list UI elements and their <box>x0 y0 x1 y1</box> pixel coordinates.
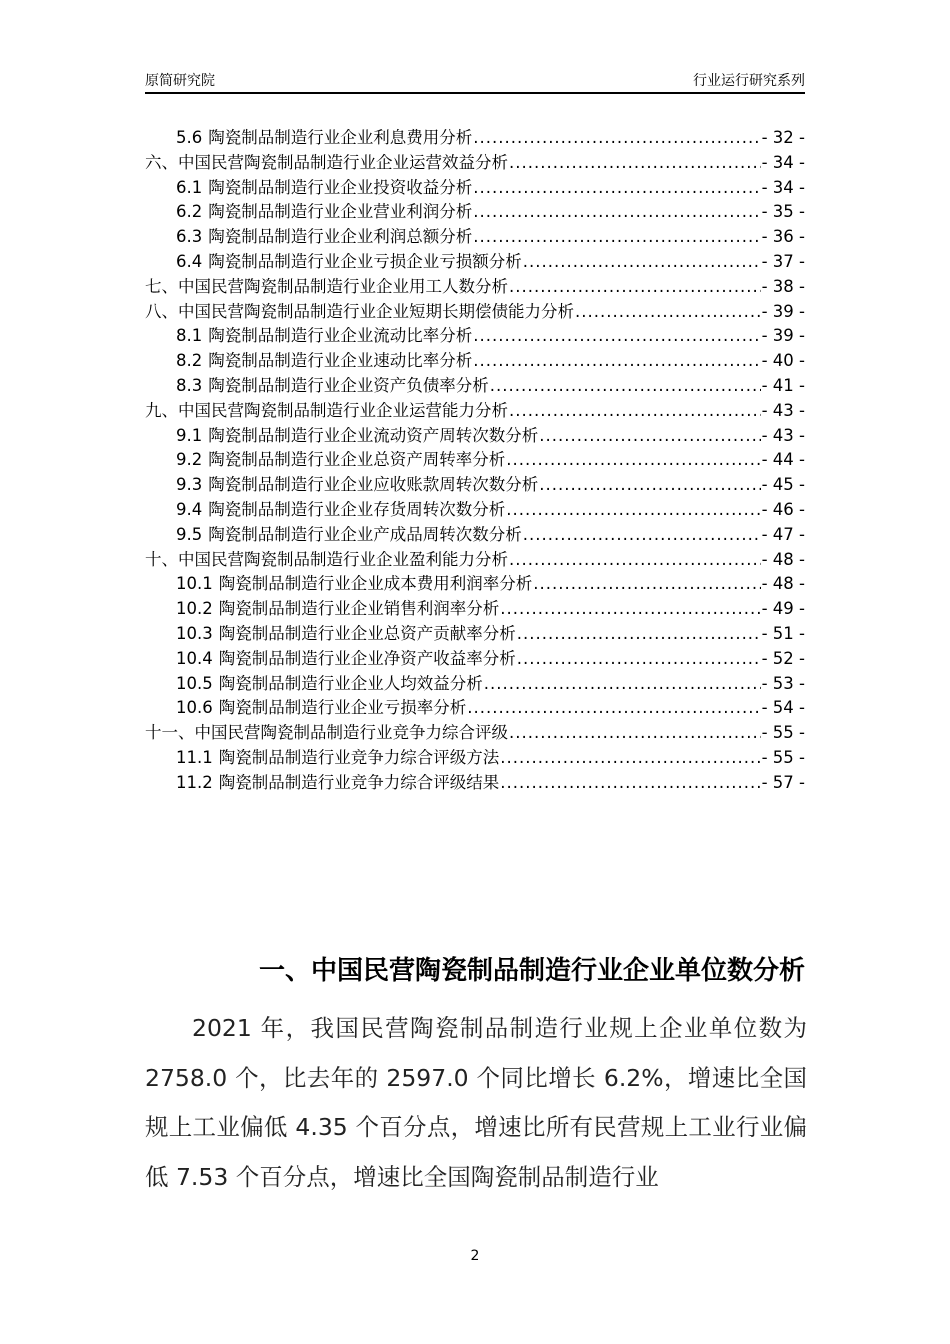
toc-dot-leader <box>509 723 761 742</box>
toc-entry-number: 10.1 <box>176 574 213 594</box>
toc-entry-number: 10.4 <box>176 648 213 668</box>
page-header <box>145 68 805 94</box>
toc-dot-leader <box>533 574 760 593</box>
toc-dot-leader <box>517 624 761 643</box>
toc-entry-page: - 53 - <box>761 673 805 693</box>
toc-dot-leader <box>473 326 760 345</box>
toc-entry-number: 9.3 <box>176 475 203 495</box>
toc-entry-page: - 48 - <box>761 574 805 594</box>
toc-entry-title: 六、中国民营陶瓷制品制造行业企业运营效益分析 <box>145 152 508 172</box>
toc-entry[interactable] <box>145 620 805 645</box>
toc-entry-page: - 45 - <box>761 475 805 495</box>
toc-entry-number: 8.1 <box>176 326 203 346</box>
toc-entry-page: - 49 - <box>761 599 805 619</box>
toc-entry-number: 6.4 <box>176 251 203 271</box>
toc-entry-page: - 43 - <box>761 400 805 420</box>
toc-entry-title: 陶瓷制品制造行业竞争力综合评级结果 <box>218 772 500 792</box>
toc-entry[interactable] <box>145 521 805 546</box>
toc-entry-title: 八、中国民营陶瓷制品制造行业企业短期长期偿债能力分析 <box>145 301 574 321</box>
toc-entry-title: 陶瓷制品制造行业企业利息费用分析 <box>208 128 473 147</box>
toc-entry-number: 6.1 <box>176 177 203 197</box>
toc-dot-leader <box>539 475 760 494</box>
toc-entry-page: - 38 - <box>761 276 805 296</box>
toc-entry-page: - 37 - <box>761 251 805 271</box>
toc-dot-leader <box>509 550 761 569</box>
section-heading: 一、中国民营陶瓷制品制造行业企业单位数分析 <box>258 956 805 986</box>
toc-dot-leader <box>500 599 760 618</box>
toc-entry-number: 10.6 <box>176 698 213 718</box>
toc-entry-page: - 52 - <box>761 648 805 668</box>
toc-entry-title: 陶瓷制品制造行业企业投资收益分析 <box>208 177 473 197</box>
toc-entry-number: 10.5 <box>176 673 213 693</box>
toc-entry[interactable] <box>145 670 805 695</box>
toc-entry-title: 陶瓷制品制造行业企业亏损企业亏损额分析 <box>208 251 522 271</box>
toc-dot-leader <box>473 202 760 221</box>
toc-entry[interactable] <box>145 248 805 273</box>
toc-entry-number: 6.2 <box>176 202 203 222</box>
toc-entry-title: 陶瓷制品制造行业企业流动比率分析 <box>208 326 473 346</box>
toc-dot-leader <box>509 153 761 172</box>
toc-dot-leader <box>517 649 761 668</box>
toc-dot-leader <box>490 376 761 395</box>
section-paragraph: 2021 年，我国民营陶瓷制品制造行业规上企业单位数为 2758.0 个，比去年的 2597.0 个同比增长 6.2%，增速比全国规上工业偏低 4.35 个百分点，增速比所有民营规上工业行业偏低 7.53 个百分点，增速比全国陶瓷制品制造行业 <box>145 1014 807 1191</box>
toc-entry-number: 10.2 <box>176 599 213 619</box>
toc-entry[interactable] <box>145 149 805 174</box>
toc-entry[interactable] <box>145 769 805 794</box>
toc-entry-title: 陶瓷制品制造行业竞争力综合评级方法 <box>218 747 500 767</box>
toc-dot-leader <box>473 178 760 197</box>
toc-entry-title: 陶瓷制品制造行业企业净资产收益率分析 <box>218 648 516 668</box>
toc-entry-number: 9.4 <box>176 499 203 519</box>
toc-entry-page: - 44 - <box>761 450 805 470</box>
toc-dot-leader <box>500 748 760 767</box>
toc-entry-number: 9.1 <box>176 425 203 445</box>
toc-entry-title: 陶瓷制品制造行业企业资产负债率分析 <box>208 375 489 395</box>
toc-entry-page: - 41 - <box>761 375 805 395</box>
toc-entry-title: 十、中国民营陶瓷制品制造行业企业盈利能力分析 <box>145 549 508 569</box>
toc-dot-leader <box>506 450 760 469</box>
toc-dot-leader <box>473 227 760 246</box>
toc-entry-title: 陶瓷制品制造行业企业总资产周转率分析 <box>208 450 506 470</box>
toc-dot-leader <box>473 128 760 147</box>
toc-dot-leader <box>509 401 761 420</box>
toc-entry[interactable] <box>145 223 805 248</box>
toc-entry[interactable] <box>145 645 805 670</box>
toc-entry-number: 9.5 <box>176 524 203 544</box>
toc-entry-title: 陶瓷制品制造行业企业存货周转次数分析 <box>208 499 506 519</box>
toc-entry-page: - 34 - <box>761 177 805 197</box>
toc-entry-number: 9.2 <box>176 450 203 470</box>
header-publisher: 原简研究院 <box>145 73 215 89</box>
toc-entry-page: - 51 - <box>761 623 805 643</box>
toc-entry-title: 陶瓷制品制造行业企业总资产贡献率分析 <box>218 623 516 643</box>
toc-dot-leader <box>506 500 760 519</box>
toc-entry-title: 陶瓷制品制造行业企业成本费用利润率分析 <box>218 574 533 594</box>
page-number: 2 <box>470 1248 480 1264</box>
toc-entry[interactable] <box>145 397 805 422</box>
toc-entry-title: 九、中国民营陶瓷制品制造行业企业运营能力分析 <box>145 400 508 420</box>
toc-entry-number: 5.6 <box>176 128 203 147</box>
toc-entry-title: 陶瓷制品制造行业企业速动比率分析 <box>208 351 473 371</box>
toc-entry[interactable] <box>145 174 805 199</box>
toc-entry[interactable] <box>145 546 805 571</box>
toc-entry-page: - 55 - <box>761 747 805 767</box>
toc-entry-title: 陶瓷制品制造行业企业流动资产周转次数分析 <box>208 425 539 445</box>
toc-entry-page: - 32 - <box>761 128 805 147</box>
toc-entry[interactable] <box>145 198 805 223</box>
toc-entry-page: - 35 - <box>761 202 805 222</box>
toc-entry-page: - 47 - <box>761 524 805 544</box>
toc-entry[interactable] <box>145 570 805 595</box>
toc-dot-leader <box>473 351 760 370</box>
toc-entry-title: 七、中国民营陶瓷制品制造行业企业用工人数分析 <box>145 276 508 296</box>
toc-entry[interactable] <box>145 694 805 719</box>
toc-entry[interactable] <box>145 298 805 323</box>
toc-dot-leader <box>500 773 760 792</box>
header-series: 行业运行研究系列 <box>693 73 805 89</box>
toc-entry[interactable] <box>145 322 805 347</box>
toc-entry[interactable] <box>145 422 805 447</box>
toc-dot-leader <box>539 426 760 445</box>
toc-entry-page: - 54 - <box>761 698 805 718</box>
toc-entry-page: - 39 - <box>761 301 805 321</box>
toc-entry-title: 十一、中国民营陶瓷制品制造行业竞争力综合评级 <box>145 723 508 743</box>
toc-entry-page: - 55 - <box>761 723 805 743</box>
toc-entry-number: 11.1 <box>176 747 213 767</box>
toc-entry-title: 陶瓷制品制造行业企业利润总额分析 <box>208 227 473 247</box>
toc-entry[interactable] <box>145 471 805 496</box>
toc-dot-leader <box>575 302 761 321</box>
toc-entry-title: 陶瓷制品制造行业企业销售利润率分析 <box>218 599 500 619</box>
toc-entry[interactable] <box>145 496 805 521</box>
toc-dot-leader <box>467 698 760 717</box>
toc-entry[interactable] <box>145 595 805 620</box>
toc-dot-leader <box>523 525 761 544</box>
toc-entry-number: 11.2 <box>176 772 213 792</box>
toc-entry[interactable] <box>145 719 805 744</box>
toc-entry-page: - 48 - <box>761 549 805 569</box>
toc-entry-number: 6.3 <box>176 227 203 247</box>
toc-entry-page: - 39 - <box>761 326 805 346</box>
toc-entry-title: 陶瓷制品制造行业企业产成品周转次数分析 <box>208 524 522 544</box>
toc-entry-page: - 57 - <box>761 772 805 792</box>
toc-entry-page: - 36 - <box>761 227 805 247</box>
toc-entry[interactable] <box>145 372 805 397</box>
toc-dot-leader <box>523 252 761 271</box>
toc-entry-number: 8.3 <box>176 375 203 395</box>
toc-entry-title: 陶瓷制品制造行业企业营业利润分析 <box>208 202 473 222</box>
toc-dot-leader <box>484 674 761 693</box>
toc-entry[interactable] <box>145 347 805 372</box>
table-of-contents <box>145 124 805 794</box>
toc-entry-title: 陶瓷制品制造行业企业亏损率分析 <box>218 698 467 718</box>
toc-dot-leader <box>509 277 761 296</box>
toc-entry[interactable] <box>145 446 805 471</box>
toc-entry-title: 陶瓷制品制造行业企业应收账款周转次数分析 <box>208 475 539 495</box>
toc-entry[interactable] <box>145 124 805 149</box>
toc-entry-number: 10.3 <box>176 623 213 643</box>
toc-entry-title: 陶瓷制品制造行业企业人均效益分析 <box>218 673 483 693</box>
toc-entry-page: - 40 - <box>761 351 805 371</box>
toc-entry-number: 8.2 <box>176 351 203 371</box>
toc-entry-page: - 46 - <box>761 499 805 519</box>
toc-entry-page: - 34 - <box>761 152 805 172</box>
toc-entry-page: - 43 - <box>761 425 805 445</box>
toc-entry[interactable] <box>145 744 805 769</box>
toc-entry[interactable] <box>145 273 805 298</box>
